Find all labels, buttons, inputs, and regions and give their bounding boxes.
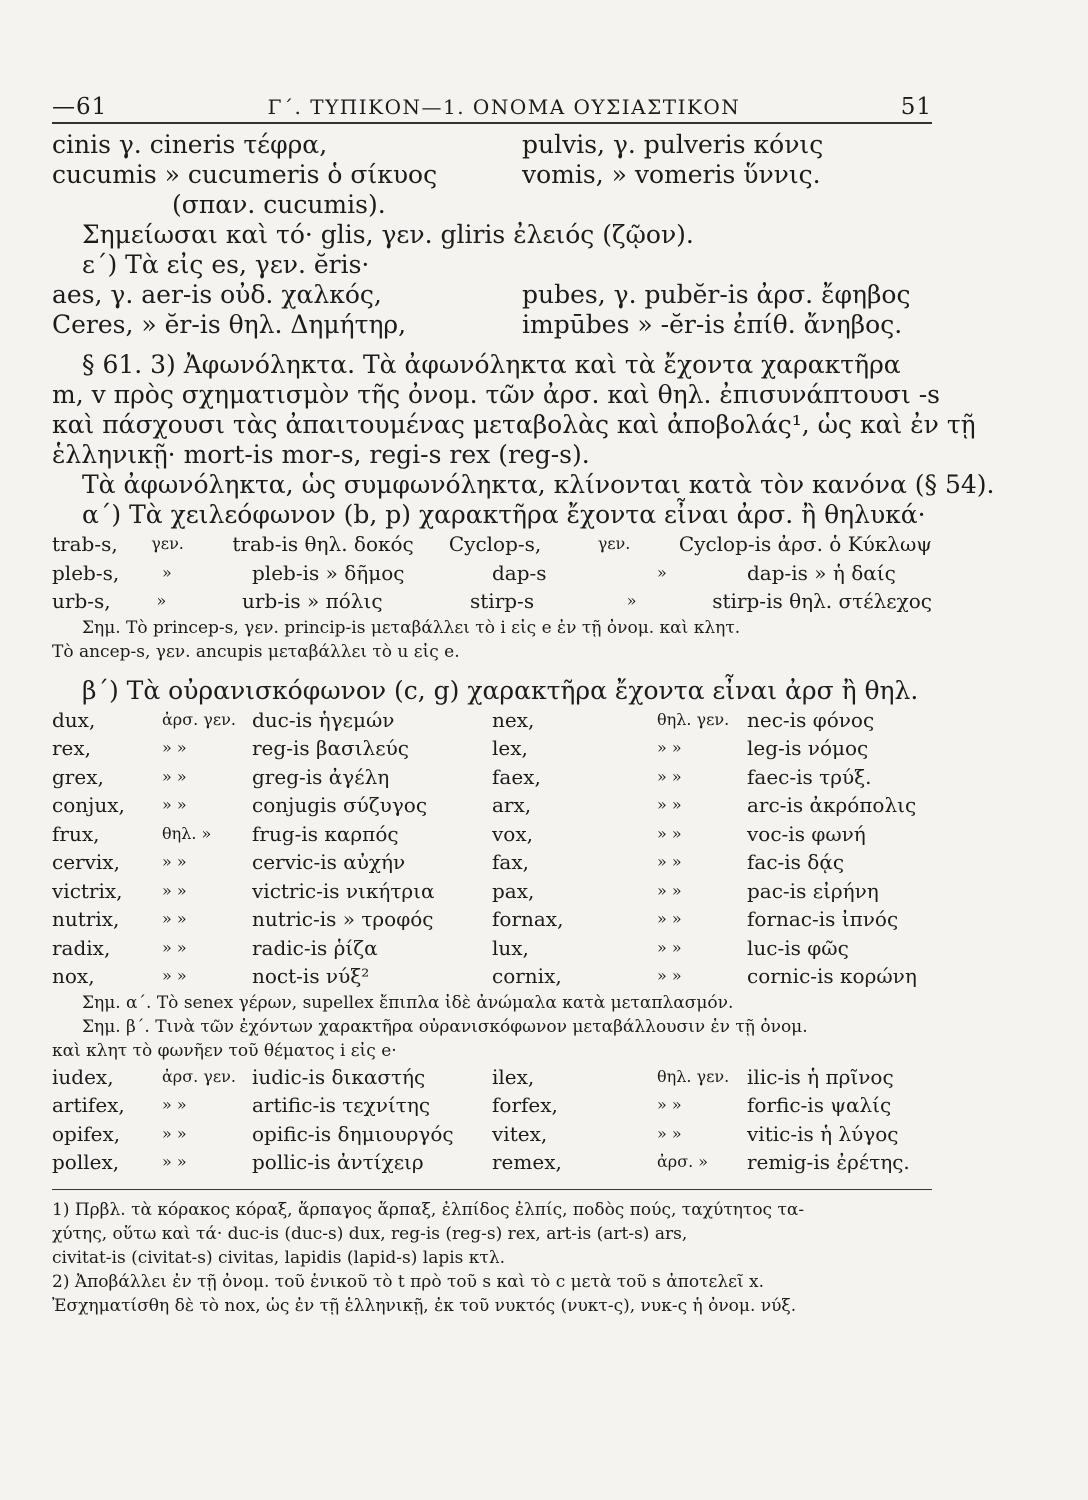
table-cell: trab-is θηλ. δοκός	[232, 532, 414, 556]
text-line: cucumis » cucumeris ὁ σίκυος vomis, » vomeris ὕννις.	[52, 160, 821, 189]
table-cell: radix,	[52, 935, 111, 960]
table-cell: » »	[162, 795, 187, 814]
table-cell: greg-is ἀγέλη	[252, 764, 390, 789]
table-cell: artifex,	[52, 1093, 125, 1117]
table-cell: γεν.	[597, 534, 631, 553]
table-cell: lux,	[492, 935, 529, 960]
table-cell: vox,	[492, 821, 533, 846]
table-cell: grex,	[52, 764, 104, 789]
table-cell: cervic-is αὐχήν	[252, 850, 406, 874]
table-cell: cornic-is κορώνη	[747, 964, 917, 988]
table-cell: ilic-is ἡ πρῖνος	[747, 1064, 894, 1089]
text-line: Ceres, » ĕr-is θηλ. Δημήτηρ, impūbes » -ĕr-is ἐπίθ. ἄνηβος.	[52, 310, 903, 339]
table-cell: ἀρσ. »	[657, 1152, 709, 1171]
text-line: aes, γ. aer-is οὐδ. χαλκός, pubes, γ. pubĕr-is ἀρσ. ἔφηβος	[52, 280, 911, 309]
note-line: Σημ. α΄. Τὸ senex γέρων, supellex ἔπιπλα ἰδὲ ἀνώμαλα κατὰ μεταπλασμόν.	[82, 992, 734, 1013]
table-row	[52, 1063, 932, 1092]
table-cell: fornac-is ἰπνός	[747, 907, 899, 931]
paragraph-line: καὶ πάσχουσι τὰς ἀπαιτουμένας μεταβολὰς καὶ ἀποβολάς¹, ὡς καὶ ἐν τῇ	[52, 410, 976, 439]
table-row	[52, 734, 932, 763]
table-row	[52, 763, 932, 792]
table-cell: pax,	[492, 878, 535, 903]
table-cell: nutric-is » τροφός	[252, 907, 434, 931]
table-cell: iudic-is δικαστής	[252, 1064, 426, 1089]
table-cell: fornax,	[492, 907, 564, 931]
table-row	[52, 877, 932, 906]
table-cell: » »	[657, 766, 682, 786]
table-cell: luc-is φῶς	[747, 935, 849, 960]
table-cell: nox,	[52, 964, 95, 988]
subsection-heading: β΄) Τὰ οὐρανισκόφωνον (c, g) χαρακτῆρα ἔχοντα εἶναι ἀρσ ἢ θηλ.	[82, 675, 919, 705]
table-cell: forfic-is ψαλίς	[747, 1093, 892, 1117]
table-cell: Cyclop-s,	[448, 532, 542, 556]
paragraph-line: m, v πρὸς σχηματισμὸν τῆς ὀνομ. τῶν ἀρσ. καὶ θηλ. ἐπισυνάπτουσι -s	[52, 380, 940, 409]
table-row	[52, 559, 932, 588]
table-cell: » »	[657, 738, 682, 757]
table-cell: fax,	[492, 850, 529, 874]
table-cell: » »	[162, 1123, 187, 1143]
table-cell: arx,	[492, 793, 532, 817]
table-cell: dap-is » ἡ δαίς	[747, 560, 896, 585]
table-cell: opific-is δημιουργός	[252, 1121, 454, 1146]
table-cell: »	[156, 591, 167, 610]
table-cell: ilex,	[492, 1064, 535, 1089]
table-cell: dap-s	[492, 560, 547, 585]
table-cell: opifex,	[52, 1121, 121, 1146]
table-cell: »	[162, 562, 172, 582]
page-number: 51	[900, 94, 932, 120]
footnote-line: Ἐσχηματίσθη δὲ τὸ nox, ὡς ἐν τῇ ἑλληνικῇ, ἐκ τοῦ νυκτός (νυκτ-ς), νυκ-ς ἡ ὀνομ. νύξ.	[52, 1295, 797, 1316]
table-cell: stirp-is θηλ. στέλεχος	[712, 589, 932, 613]
table-cell: frux,	[52, 821, 100, 846]
table-cell: » »	[657, 823, 682, 843]
table-cell: Cyclop-is ἀρσ. ὁ Κύκλωψ	[678, 532, 932, 556]
table-cell: conjugis σύζυγος	[252, 793, 428, 817]
table-cell: urb-s,	[52, 589, 111, 613]
table-cell: pollex,	[52, 1150, 120, 1174]
footnote-line: 2) Ἀποβάλλει ἐν τῇ ὀνομ. τοῦ ἑνικοῦ τὸ t πρὸ τοῦ s καὶ τὸ c μετὰ τοῦ s ἀποτελεῖ x.	[52, 1271, 765, 1292]
table-row	[52, 530, 932, 559]
table-cell: » »	[162, 852, 187, 871]
table-cell: trab-s,	[52, 532, 118, 556]
table-cell: forfex,	[492, 1093, 558, 1117]
table-cell: rex,	[52, 736, 92, 760]
table-cell: » »	[657, 937, 682, 957]
subsection-heading: α΄) Τὰ χειλεόφωνον (b, p) χαρακτῆρα ἔχοντα εἶναι ἀρσ. ἢ θηλυκά·	[82, 500, 926, 529]
page	[52, 94, 995, 1318]
text-line: ε΄) Τὰ εἰς es, γεν. ĕris·	[82, 250, 370, 279]
table-cell: γεν.	[151, 534, 184, 553]
table-cell: stirp-s	[470, 589, 535, 613]
footnote-divider	[52, 1189, 932, 1190]
table-cell: faec-is τρύξ.	[747, 764, 872, 789]
table-cell: ἀρσ. γεν.	[162, 1066, 236, 1086]
paragraph-line: ἑλληνικῇ· mort-is mor-s, regi-s rex (reg-s).	[52, 440, 590, 469]
table-cell: remig-is ἐρέτης.	[747, 1150, 910, 1174]
text-line: Σημείωσαι καὶ τό· glis, γεν. gliris ἐλειός (ζῷον).	[82, 220, 694, 249]
table-row	[52, 1091, 932, 1120]
table-cell: θηλ. »	[162, 823, 212, 843]
table-cell: vitex,	[492, 1121, 548, 1146]
table-row	[52, 820, 932, 849]
table-cell: » »	[657, 1123, 682, 1143]
table-cell: duc-is ἡγεμών	[252, 707, 395, 732]
table-row	[52, 587, 932, 616]
table-row	[52, 848, 932, 877]
table-row	[52, 1148, 932, 1177]
note-line: Σημ. Τὸ princep-s, γεν. princip-is μεταβάλλει τὸ i εἰς e ἐν τῇ ὀνομ. καὶ κλητ.	[82, 617, 741, 638]
table-cell: » »	[657, 852, 682, 871]
table-cell: faex,	[492, 764, 541, 789]
table-cell: » »	[657, 880, 682, 900]
table-row	[52, 934, 932, 963]
table-cell: » »	[657, 966, 682, 985]
table-cell: » »	[657, 795, 682, 814]
table-cell: leg-is νόμος	[747, 736, 869, 760]
table-cell: cornix,	[492, 964, 562, 988]
table-cell: pleb-s,	[52, 560, 120, 585]
table-cell: » »	[162, 1095, 187, 1114]
paragraph-line: § 61. 3) Ἀφωνόληκτα. Τὰ ἀφωνόληκτα καὶ τὰ ἔχοντα χαρακτῆρα	[82, 350, 901, 379]
table-cell: pollic-is ἀντίχειρ	[252, 1150, 424, 1174]
footnote-line: χύτης, οὕτω καὶ τά· duc-is (duc-s) dux, reg-is (reg-s) rex, art-is (art-s) ars,	[52, 1223, 688, 1244]
table-row	[52, 791, 932, 820]
table-cell: » »	[162, 937, 187, 957]
text-line: (σπαν. cucumis).	[172, 190, 386, 219]
table-row	[52, 1120, 932, 1149]
table-cell: cervix,	[52, 850, 120, 874]
table-cell: radic-is ῥίζα	[252, 935, 378, 960]
table-cell: » »	[657, 1095, 682, 1114]
table-cell: » »	[162, 880, 187, 900]
table-cell: victrix,	[52, 878, 123, 903]
text-line: cinis γ. cineris τέφρα, pulvis, γ. pulveris κόνις	[52, 130, 824, 159]
table-cell: frug-is καρπός	[252, 821, 399, 846]
table-cell: dux,	[52, 707, 96, 732]
table-row	[52, 962, 932, 991]
note-line: Τὸ ancep-s, γεν. ancupis μεταβάλλει τὸ u εἰς e.	[52, 641, 460, 662]
table-cell: » »	[162, 1152, 187, 1171]
table-cell: » »	[162, 966, 187, 985]
table-cell: fac-is δᾴς	[747, 850, 845, 874]
running-header	[52, 94, 932, 124]
table-cell: pleb-is » δῆμος	[252, 560, 405, 585]
section-number: —61	[52, 94, 108, 120]
table-cell: voc-is φωνή	[747, 821, 866, 846]
table-cell: victric-is νικήτρια	[252, 878, 435, 903]
table-cell: ἀρσ. γεν.	[162, 709, 236, 729]
table-row	[52, 706, 932, 735]
table-cell: » »	[162, 766, 187, 786]
alpha-table	[52, 530, 932, 616]
paragraph-line: Τὰ ἀφωνόληκτα, ὡς συμφωνόληκτα, κλίνονται κατὰ τὸν κανόνα (§ 54).	[82, 470, 995, 499]
table-row	[52, 905, 932, 934]
beta-table	[52, 706, 932, 991]
table-cell: vitic-is ἡ λύγος	[747, 1121, 899, 1146]
table-cell: iudex,	[52, 1064, 114, 1089]
table-cell: θηλ. γεν.	[657, 709, 730, 729]
table-cell: pac-is εἰρήνη	[747, 878, 879, 903]
table-cell: » »	[162, 909, 187, 928]
table-cell: reg-is βασιλεύς	[252, 736, 409, 760]
table-cell: »	[657, 562, 667, 582]
table-cell: nec-is φόνος	[747, 707, 875, 732]
table-cell: »	[626, 591, 637, 610]
footnote-line: civitat-is (civitat-s) civitas, lapidis (lapid-s) lapis κτλ.	[52, 1247, 506, 1268]
table-cell: nex,	[492, 707, 535, 732]
table-cell: arc-is ἀκρόπολις	[747, 793, 917, 817]
table-cell: θηλ. γεν.	[657, 1066, 730, 1086]
table-cell: » »	[657, 909, 682, 928]
footnote-line: 1) Πρβλ. τὰ κόρακος κόραξ, ἅρπαγος ἅρπαξ, ἐλπίδος ἐλπίς, ποδὸς πούς, ταχύτητος τα-	[52, 1199, 805, 1220]
table-cell: » »	[162, 738, 187, 757]
note-line: καὶ κλητ τὸ φωνῆεν τοῦ θέματος i εἰς e·	[52, 1040, 397, 1061]
table-cell: nutrix,	[52, 907, 120, 931]
table-cell: conjux,	[52, 793, 125, 817]
table-cell: urb-is » πόλις	[242, 589, 383, 613]
table-cell: noct-is νύξ²	[252, 964, 370, 988]
table-cell: remex,	[492, 1150, 562, 1174]
chapter-title: Γ΄. ΤΥΠΙΚΟΝ—1. ΟΝΟΜΑ ΟΥΣΙΑΣΤΙΚΟΝ	[267, 95, 741, 119]
beta2-table	[52, 1063, 932, 1177]
note-line: Σημ. β΄. Τινὰ τῶν ἐχόντων χαρακτῆρα οὐρανισκόφωνον μεταβάλλουσιν ἐν τῇ ὀνομ.	[82, 1016, 808, 1037]
table-cell: lex,	[492, 736, 528, 760]
table-cell: artific-is τεχνίτης	[252, 1093, 431, 1117]
